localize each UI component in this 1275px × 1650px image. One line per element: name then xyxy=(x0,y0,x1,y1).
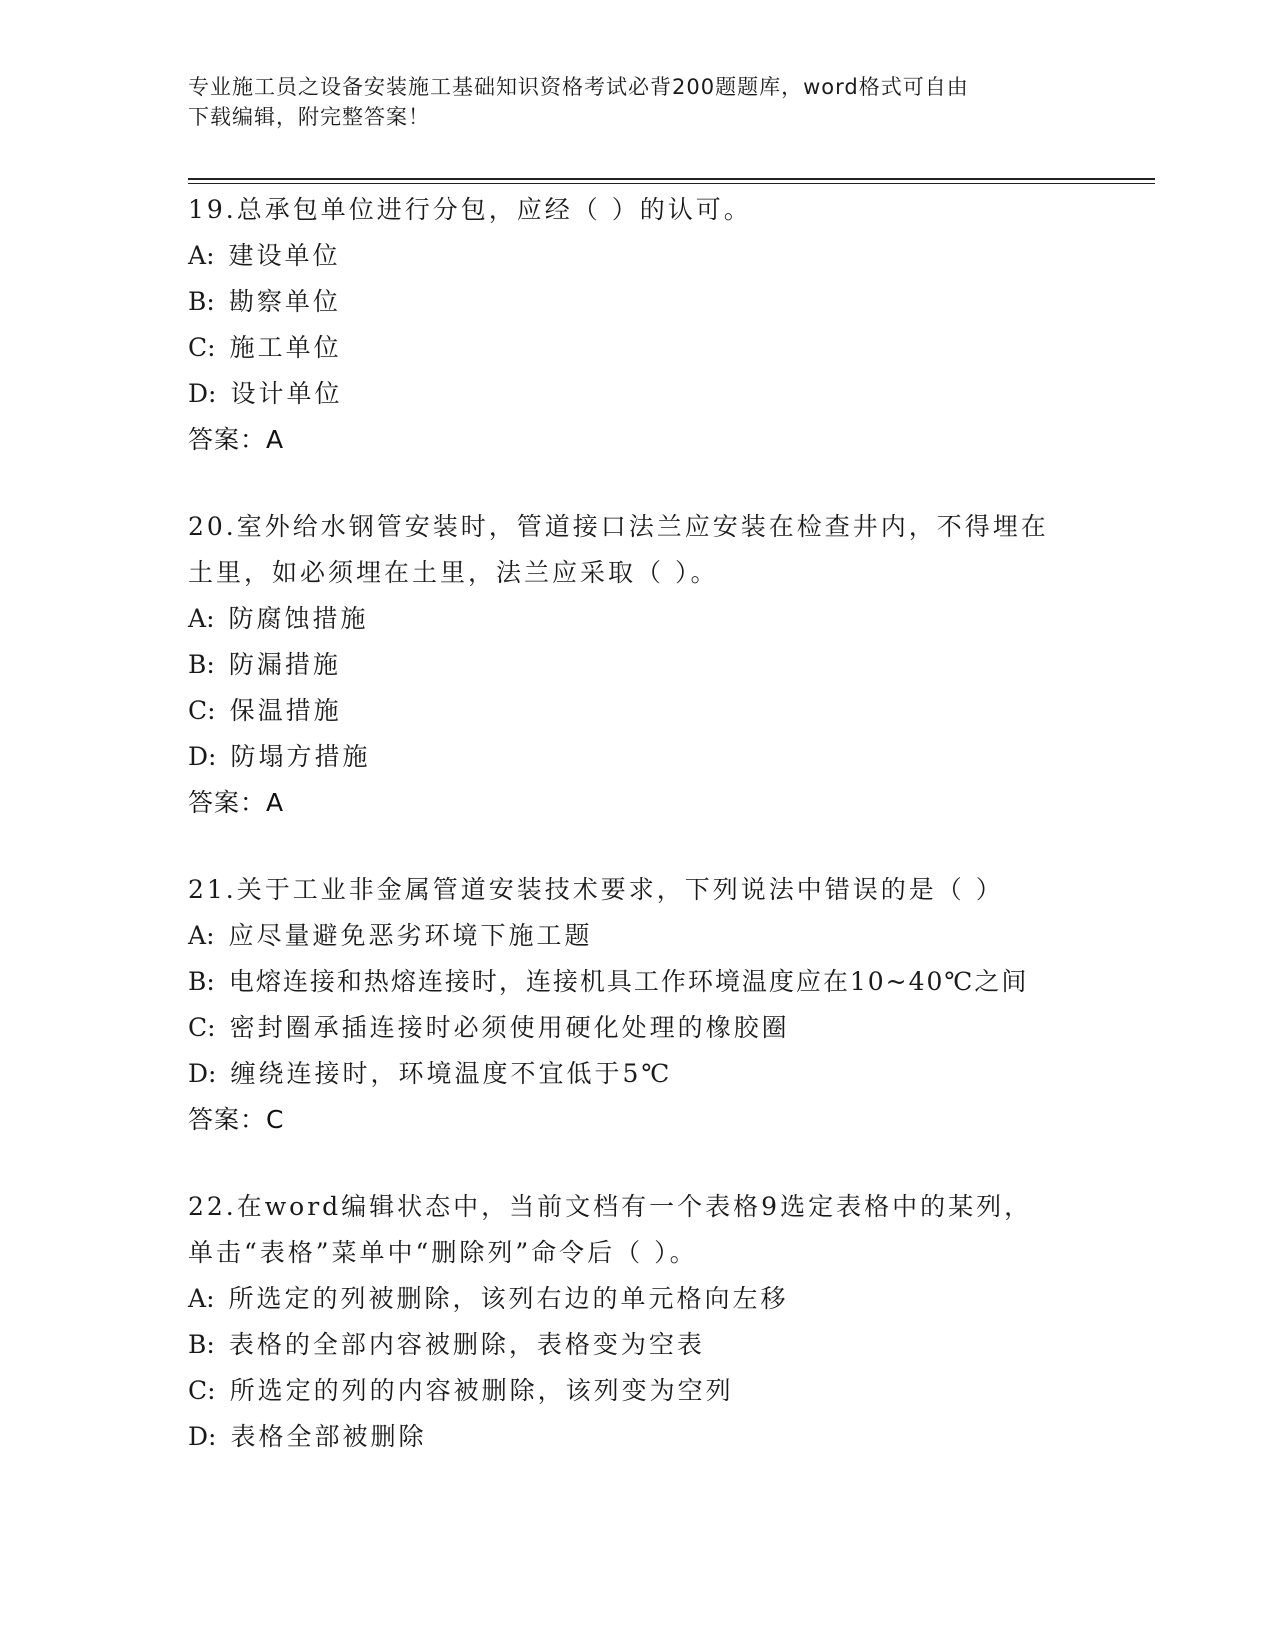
header-line-1: 专业施工员之设备安装施工基础知识资格考试必背200题题库，word格式可自由 xyxy=(188,75,969,99)
option-text: 表格全部被删除 xyxy=(230,1422,427,1451)
option-letter: D xyxy=(188,1059,209,1088)
question-19 xyxy=(188,187,1088,463)
option-text: 防塌方措施 xyxy=(230,742,371,771)
answer-label: 答案：A xyxy=(188,788,285,817)
question-text: 19.总承包单位进行分包，应经（ ）的认可。 xyxy=(188,195,752,224)
option-a: A: 建设单位 xyxy=(188,241,341,270)
option-text: 设计单位 xyxy=(230,379,343,408)
option-letter: A xyxy=(188,1284,207,1313)
answer-label: 答案：C xyxy=(188,1105,285,1134)
question-text-line-2: 单击“表格”菜单中“删除列”命令后（ ）。 xyxy=(188,1238,698,1267)
option-letter: C xyxy=(188,1376,208,1405)
option-d: D: 表格全部被删除 xyxy=(188,1422,427,1451)
question-21 xyxy=(188,867,1088,1143)
option-text: 所选定的列被删除，该列右边的单元格向左移 xyxy=(228,1284,789,1313)
option-a: A: 应尽量避免恶劣环境下施工题 xyxy=(188,921,593,950)
option-letter: B xyxy=(188,650,207,679)
option-c: C: 保温措施 xyxy=(188,696,342,725)
option-letter: B xyxy=(188,967,207,996)
header-line-2: 下载编辑，附完整答案！ xyxy=(188,105,430,129)
option-letter: B xyxy=(188,1330,207,1359)
option-letter: C xyxy=(188,1013,208,1042)
option-b: B: 表格的全部内容被删除，表格变为空表 xyxy=(188,1330,705,1359)
option-text: 保温措施 xyxy=(229,696,342,725)
option-d: D: 防塌方措施 xyxy=(188,742,371,771)
option-text: 表格的全部内容被删除，表格变为空表 xyxy=(228,1330,705,1359)
header-divider-thin xyxy=(188,183,1155,184)
option-text: 建设单位 xyxy=(228,241,341,270)
option-d: D: 设计单位 xyxy=(188,379,343,408)
option-b: B: 防漏措施 xyxy=(188,650,341,679)
option-text: 密封圈承插连接时必须使用硬化处理的橡胶圈 xyxy=(229,1013,790,1042)
option-text: 防漏措施 xyxy=(228,650,341,679)
option-text: 勘察单位 xyxy=(228,287,341,316)
question-text-line-2: 土里，如必须埋在土里，法兰应采取（ ）。 xyxy=(188,558,719,587)
option-b: B: 勘察单位 xyxy=(188,287,341,316)
option-b: B: 电熔连接和热熔连接时，连接机具工作环境温度应在10~40℃之间 xyxy=(188,967,1029,996)
option-c: C: 密封圈承插连接时必须使用硬化处理的橡胶圈 xyxy=(188,1013,790,1042)
document-header xyxy=(188,72,1078,132)
question-text-line-1: 20.室外给水钢管安装时，管道接口法兰应安装在检查井内，不得埋在 xyxy=(188,512,1049,541)
option-text: 所选定的列的内容被删除，该列变为空列 xyxy=(229,1376,734,1405)
option-letter: D xyxy=(188,1422,209,1451)
question-20 xyxy=(188,504,1088,826)
header-divider-thick xyxy=(188,178,1155,180)
option-letter: D xyxy=(188,379,209,408)
option-letter: A xyxy=(188,604,207,633)
option-c: C: 所选定的列的内容被删除，该列变为空列 xyxy=(188,1376,734,1405)
option-d: D: 缠绕连接时，环境温度不宜低于5℃ xyxy=(188,1059,673,1088)
option-letter: C xyxy=(188,333,208,362)
option-text: 施工单位 xyxy=(229,333,342,362)
option-text: 电熔连接和热熔连接时，连接机具工作环境温度应在10~40℃之间 xyxy=(228,967,1029,996)
option-text: 防腐蚀措施 xyxy=(228,604,369,633)
question-text: 21.关于工业非金属管道安装技术要求，下列说法中错误的是（ ） xyxy=(188,875,1004,904)
option-a: A: 所选定的列被删除，该列右边的单元格向左移 xyxy=(188,1284,789,1313)
answer-label: 答案：A xyxy=(188,425,285,454)
question-text-line-1: 22.在word编辑状态中，当前文档有一个表格9选定表格中的某列， xyxy=(188,1192,1033,1221)
option-text: 缠绕连接时，环境温度不宜低于5℃ xyxy=(230,1059,673,1088)
option-a: A: 防腐蚀措施 xyxy=(188,604,369,633)
option-letter: A xyxy=(188,921,207,950)
question-list xyxy=(188,187,1088,1501)
option-letter: C xyxy=(188,696,208,725)
option-letter: B xyxy=(188,287,207,316)
option-letter: D xyxy=(188,742,209,771)
question-22 xyxy=(188,1184,1088,1460)
option-letter: A xyxy=(188,241,207,270)
option-c: C: 施工单位 xyxy=(188,333,342,362)
option-text: 应尽量避免恶劣环境下施工题 xyxy=(228,921,593,950)
